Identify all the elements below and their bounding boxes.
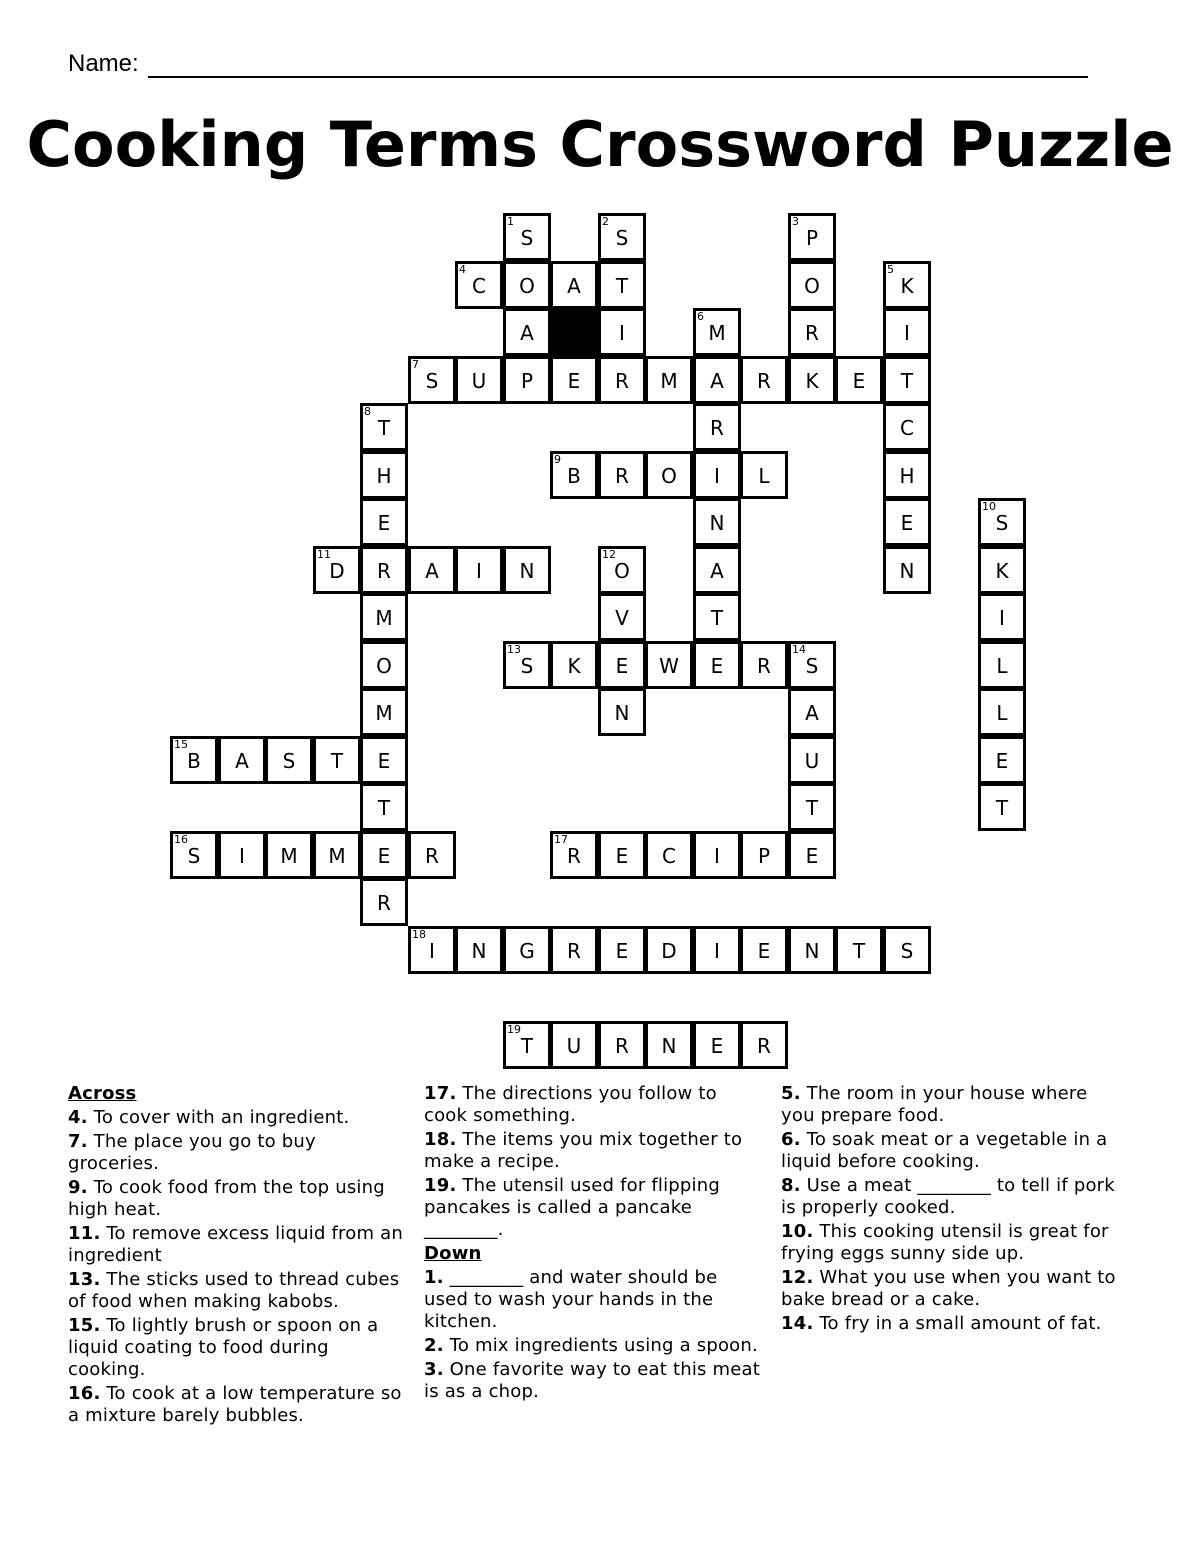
down-clue xyxy=(781,1221,1126,1265)
grid-cell[interactable] xyxy=(740,926,788,974)
grid-cell[interactable] xyxy=(503,641,551,689)
grid-cell[interactable] xyxy=(598,688,646,736)
grid-cell[interactable] xyxy=(788,641,836,689)
grid-letter: A xyxy=(520,321,534,345)
grid-letter: W xyxy=(659,654,679,678)
grid-cell[interactable] xyxy=(503,261,551,309)
clue-text: What you use when you want to bake bread or a cake. xyxy=(781,1267,1116,1310)
clue-number: 14 xyxy=(792,643,806,656)
clue-number-label: 1. xyxy=(424,1267,444,1288)
grid-letter: I xyxy=(904,321,910,345)
grid-cell[interactable] xyxy=(598,593,646,641)
grid-cell[interactable] xyxy=(598,1021,646,1069)
grid-letter: E xyxy=(710,654,724,678)
clue-number: 3 xyxy=(792,215,799,228)
grid-letter: T xyxy=(900,369,914,393)
grid-letter: S xyxy=(425,369,439,393)
grid-letter: K xyxy=(805,369,819,393)
grid-cell[interactable] xyxy=(693,498,741,546)
grid-cell[interactable] xyxy=(693,546,741,594)
clue-number: 6 xyxy=(697,310,704,323)
clue-number-label: 3. xyxy=(424,1359,444,1380)
grid-letter: I xyxy=(239,844,245,868)
grid-cell[interactable] xyxy=(788,736,836,784)
clue-number: 9 xyxy=(554,453,561,466)
clue-number-label: 10. xyxy=(781,1221,814,1242)
clue-number: 8 xyxy=(364,405,371,418)
grid-cell[interactable] xyxy=(645,926,693,974)
grid-cell[interactable] xyxy=(408,926,456,974)
grid-letter: S xyxy=(995,511,1009,535)
clue-number: 12 xyxy=(602,548,616,561)
grid-cell[interactable] xyxy=(455,261,503,309)
clue-text: To fry in a small amount of fat. xyxy=(813,1313,1102,1334)
clue-text: To soak meat or a vegetable in a liquid before cooking. xyxy=(781,1129,1108,1172)
across-clue xyxy=(68,1315,408,1381)
grid-cell[interactable] xyxy=(503,926,551,974)
clue-number: 10 xyxy=(982,500,996,513)
clue-number: 13 xyxy=(507,643,521,656)
across-clue xyxy=(68,1131,408,1175)
grid-cell[interactable] xyxy=(740,356,788,404)
grid-cell[interactable] xyxy=(978,546,1026,594)
grid-letter: C xyxy=(472,274,486,298)
grid-cell[interactable] xyxy=(740,831,788,879)
grid-cell[interactable] xyxy=(360,593,408,641)
grid-letter: N xyxy=(661,1034,677,1058)
across-clue xyxy=(68,1223,408,1267)
grid-letter: T xyxy=(520,1034,534,1058)
clue-number: 19 xyxy=(507,1023,521,1036)
grid-cell[interactable] xyxy=(978,593,1026,641)
grid-letter: U xyxy=(804,749,820,773)
across-clue xyxy=(68,1269,408,1313)
grid-cell[interactable] xyxy=(408,546,456,594)
grid-letter: C xyxy=(900,416,914,440)
grid-cell[interactable] xyxy=(598,451,646,499)
grid-letter: I xyxy=(476,559,482,583)
grid-cell[interactable] xyxy=(883,356,931,404)
grid-letter: R xyxy=(377,891,391,915)
across-clue xyxy=(424,1083,764,1127)
across-clue xyxy=(68,1107,408,1129)
grid-cell[interactable] xyxy=(408,356,456,404)
grid-letter: T xyxy=(852,939,866,963)
grid-letter: T xyxy=(710,606,724,630)
grid-cell[interactable] xyxy=(598,831,646,879)
grid-letter: B xyxy=(567,464,581,488)
clues-column-1 xyxy=(68,1083,408,1429)
grid-cell[interactable] xyxy=(598,641,646,689)
grid-cell[interactable] xyxy=(360,688,408,736)
clue-number-label: 13. xyxy=(68,1269,101,1290)
grid-letter: A xyxy=(710,369,724,393)
grid-cell[interactable] xyxy=(313,831,361,879)
grid-cell[interactable] xyxy=(360,546,408,594)
grid-cell[interactable] xyxy=(218,831,266,879)
clue-number: 5 xyxy=(887,263,894,276)
grid-cell[interactable] xyxy=(693,308,741,356)
grid-letter: S xyxy=(520,226,534,250)
grid-letter: D xyxy=(329,559,345,583)
grid-cell[interactable] xyxy=(313,736,361,784)
grid-cell[interactable] xyxy=(978,736,1026,784)
grid-cell[interactable] xyxy=(645,1021,693,1069)
grid-letter: I xyxy=(714,464,720,488)
down-clue xyxy=(781,1083,1126,1127)
grid-letter: E xyxy=(805,844,819,868)
grid-letter: R xyxy=(377,559,391,583)
grid-cell[interactable] xyxy=(645,356,693,404)
grid-letter: K xyxy=(900,274,914,298)
clue-number-label: 16. xyxy=(68,1383,101,1404)
grid-letter: N xyxy=(709,511,725,535)
down-clue xyxy=(424,1335,764,1357)
grid-letter: O xyxy=(804,274,820,298)
across-clue xyxy=(68,1383,408,1427)
grid-letter: U xyxy=(471,369,487,393)
clue-text: The place you go to buy groceries. xyxy=(68,1131,316,1174)
grid-letter: R xyxy=(757,654,771,678)
clue-text: The items you mix together to make a recipe. xyxy=(424,1129,743,1172)
across-clue xyxy=(424,1129,764,1173)
grid-letter: R xyxy=(615,1034,629,1058)
down-clue xyxy=(424,1359,764,1403)
grid-cell[interactable] xyxy=(693,403,741,451)
clue-number: 17 xyxy=(554,833,568,846)
grid-cell[interactable] xyxy=(788,308,836,356)
grid-cell[interactable] xyxy=(550,451,598,499)
grid-cell[interactable] xyxy=(218,736,266,784)
grid-letter: R xyxy=(757,1034,771,1058)
grid-cell[interactable] xyxy=(408,831,456,879)
grid-letter: K xyxy=(567,654,581,678)
grid-cell[interactable] xyxy=(883,451,931,499)
grid-letter: O xyxy=(376,654,392,678)
down-clue xyxy=(424,1267,764,1333)
grid-letter: I xyxy=(429,939,435,963)
grid-cell[interactable] xyxy=(788,783,836,831)
grid-cell[interactable] xyxy=(693,356,741,404)
grid-letter: R xyxy=(805,321,819,345)
clue-number-label: 2. xyxy=(424,1335,444,1356)
grid-letter: P xyxy=(805,226,819,250)
grid-cell[interactable] xyxy=(645,641,693,689)
grid-letter: E xyxy=(615,654,629,678)
grid-cell[interactable] xyxy=(978,688,1026,736)
clue-number-label: 6. xyxy=(781,1129,801,1150)
grid-cell[interactable] xyxy=(170,831,218,879)
clue-number: 2 xyxy=(602,215,609,228)
grid-cell[interactable] xyxy=(693,831,741,879)
clues-column-2 xyxy=(424,1083,764,1405)
grid-letter: U xyxy=(566,1034,582,1058)
grid-letter: R xyxy=(615,369,629,393)
grid-letter: S xyxy=(282,749,296,773)
grid-letter: N xyxy=(804,939,820,963)
across-clue xyxy=(68,1177,408,1221)
grid-letter: E xyxy=(377,749,391,773)
grid-letter: B xyxy=(187,749,201,773)
clue-text: One favorite way to eat this meat is as a chop. xyxy=(424,1359,761,1402)
grid-cell[interactable] xyxy=(360,498,408,546)
grid-letter: M xyxy=(328,844,346,868)
grid-letter: E xyxy=(615,844,629,868)
grid-letter: R xyxy=(710,416,724,440)
grid-letter: N xyxy=(614,701,630,725)
grid-letter: L xyxy=(996,701,1008,725)
grid-cell[interactable] xyxy=(645,831,693,879)
grid-cell[interactable] xyxy=(503,356,551,404)
across-heading: Across xyxy=(68,1083,137,1104)
clue-number-label: 9. xyxy=(68,1177,88,1198)
clue-number-label: 8. xyxy=(781,1175,801,1196)
clue-text: This cooking utensil is great for frying eggs sunny side up. xyxy=(781,1221,1109,1264)
grid-cell[interactable] xyxy=(598,356,646,404)
grid-letter: D xyxy=(661,939,677,963)
grid-letter: O xyxy=(661,464,677,488)
grid-cell[interactable] xyxy=(503,308,551,356)
clue-number-label: 15. xyxy=(68,1315,101,1336)
grid-letter: N xyxy=(471,939,487,963)
grid-letter: H xyxy=(376,464,392,488)
grid-cell[interactable] xyxy=(598,308,646,356)
grid-letter: M xyxy=(375,606,393,630)
grid-letter: T xyxy=(805,796,819,820)
grid-cell[interactable] xyxy=(360,783,408,831)
grid-letter: E xyxy=(377,844,391,868)
grid-cell[interactable] xyxy=(693,1021,741,1069)
grid-letter: A xyxy=(235,749,249,773)
grid-letter: C xyxy=(662,844,676,868)
clue-number: 15 xyxy=(174,738,188,751)
grid-letter: S xyxy=(900,939,914,963)
grid-cell[interactable] xyxy=(978,783,1026,831)
clue-number-label: 7. xyxy=(68,1131,88,1152)
grid-cell[interactable] xyxy=(550,356,598,404)
grid-letter: E xyxy=(900,511,914,535)
grid-letter: P xyxy=(757,844,771,868)
grid-cell[interactable] xyxy=(503,1021,551,1069)
across-clue xyxy=(424,1175,764,1241)
grid-cell[interactable] xyxy=(598,546,646,594)
grid-cell[interactable] xyxy=(360,878,408,926)
grid-letter: E xyxy=(852,369,866,393)
grid-letter: A xyxy=(567,274,581,298)
grid-letter: S xyxy=(805,654,819,678)
clue-text: To cook at a low temperature so a mixture barely bubbles. xyxy=(68,1383,402,1426)
grid-cell[interactable] xyxy=(693,451,741,499)
grid-letter: R xyxy=(615,464,629,488)
grid-cell[interactable] xyxy=(693,641,741,689)
clue-number-label: 4. xyxy=(68,1107,88,1128)
grid-cell[interactable] xyxy=(360,831,408,879)
clue-text: The room in your house where you prepare food. xyxy=(781,1083,1088,1126)
down-clue xyxy=(781,1313,1126,1335)
grid-letter: S xyxy=(187,844,201,868)
grid-cell[interactable] xyxy=(978,498,1026,546)
grid-cell[interactable] xyxy=(360,736,408,784)
clue-number: 16 xyxy=(174,833,188,846)
grid-cell[interactable] xyxy=(883,403,931,451)
grid-letter: M xyxy=(375,701,393,725)
grid-letter: N xyxy=(519,559,535,583)
page-title: Cooking Terms Crossword Puzzle xyxy=(26,108,1174,181)
clue-text: The directions you follow to cook something. xyxy=(424,1083,717,1126)
down-heading: Down xyxy=(424,1243,482,1264)
clue-number: 11 xyxy=(317,548,331,561)
grid-cell[interactable] xyxy=(265,736,313,784)
grid-cell[interactable] xyxy=(550,831,598,879)
grid-cell[interactable] xyxy=(360,403,408,451)
grid-letter: E xyxy=(615,939,629,963)
grid-letter: T xyxy=(377,416,391,440)
grid-letter: T xyxy=(330,749,344,773)
grid-cell[interactable] xyxy=(883,546,931,594)
clues-column-3 xyxy=(781,1083,1126,1337)
grid-letter: I xyxy=(714,939,720,963)
clue-text: To cover with an ingredient. xyxy=(87,1107,350,1128)
clue-text: To lightly brush or spoon on a liquid coating to food during cooking. xyxy=(68,1315,379,1380)
grid-letter: S xyxy=(520,654,534,678)
grid-cell[interactable] xyxy=(313,546,361,594)
grid-letter: R xyxy=(567,844,581,868)
grid-cell[interactable] xyxy=(740,641,788,689)
clue-text: To remove excess liquid from an ingredient xyxy=(68,1223,403,1266)
grid-cell[interactable] xyxy=(170,736,218,784)
grid-cell[interactable] xyxy=(550,261,598,309)
grid-cell[interactable] xyxy=(740,451,788,499)
grid-cell[interactable] xyxy=(788,261,836,309)
clue-text: The utensil used for flipping pancakes is called a pancake ________. xyxy=(424,1175,720,1240)
clue-text: The sticks used to thread cubes of food when making kabobs. xyxy=(68,1269,400,1312)
clue-text: To mix ingredients using a spoon. xyxy=(443,1335,758,1356)
grid-letter: H xyxy=(899,464,915,488)
grid-letter: E xyxy=(710,1034,724,1058)
grid-letter: I xyxy=(999,606,1005,630)
grid-letter: E xyxy=(995,749,1009,773)
grid-letter: T xyxy=(995,796,1009,820)
grid-cell[interactable] xyxy=(455,926,503,974)
grid-letter: E xyxy=(757,939,771,963)
grid-cell[interactable] xyxy=(788,688,836,736)
grid-letter: M xyxy=(708,321,726,345)
grid-cell[interactable] xyxy=(550,641,598,689)
grid-cell[interactable] xyxy=(645,451,693,499)
grid-letter: S xyxy=(615,226,629,250)
grid-letter: I xyxy=(619,321,625,345)
grid-letter: T xyxy=(377,796,391,820)
down-clue xyxy=(781,1175,1126,1219)
grid-cell[interactable] xyxy=(455,356,503,404)
grid-cell[interactable] xyxy=(503,213,551,261)
clue-number: 7 xyxy=(412,358,419,371)
grid-letter: K xyxy=(995,559,1009,583)
clue-text: ________ and water should be used to wash your hands in the kitchen. xyxy=(424,1267,718,1332)
grid-cell[interactable] xyxy=(598,926,646,974)
grid-cell[interactable] xyxy=(883,261,931,309)
grid-letter: E xyxy=(567,369,581,393)
grid-letter: N xyxy=(899,559,915,583)
down-clue xyxy=(781,1129,1126,1173)
clue-text: To cook food from the top using high heat. xyxy=(68,1177,385,1220)
grid-letter: L xyxy=(758,464,770,488)
grid-cell[interactable] xyxy=(693,926,741,974)
grid-letter: M xyxy=(280,844,298,868)
grid-cell[interactable] xyxy=(788,926,836,974)
grid-cell[interactable] xyxy=(598,261,646,309)
clue-number-label: 18. xyxy=(424,1129,457,1150)
grid-cell[interactable] xyxy=(550,1021,598,1069)
grid-cell[interactable] xyxy=(550,926,598,974)
clue-number: 1 xyxy=(507,215,514,228)
down-clue xyxy=(781,1267,1126,1311)
grid-cell[interactable] xyxy=(360,451,408,499)
grid-letter: T xyxy=(615,274,629,298)
clue-number: 18 xyxy=(412,928,426,941)
grid-cell[interactable] xyxy=(740,1021,788,1069)
grid-cell[interactable] xyxy=(883,926,931,974)
grid-letter: V xyxy=(615,606,629,630)
clue-number-label: 5. xyxy=(781,1083,801,1104)
grid-cell[interactable] xyxy=(883,308,931,356)
grid-cell[interactable] xyxy=(788,356,836,404)
grid-cell[interactable] xyxy=(693,593,741,641)
grid-cell[interactable] xyxy=(788,831,836,879)
grid-letter: R xyxy=(425,844,439,868)
clue-number-label: 19. xyxy=(424,1175,457,1196)
grid-letter: A xyxy=(425,559,439,583)
clue-number-label: 14. xyxy=(781,1313,814,1334)
grid-cell[interactable] xyxy=(978,641,1026,689)
grid-letter: R xyxy=(567,939,581,963)
grid-letter: P xyxy=(520,369,534,393)
grid-cell[interactable] xyxy=(455,546,503,594)
name-label: Name: xyxy=(68,50,139,77)
grid-letter: R xyxy=(757,369,771,393)
grid-cell[interactable] xyxy=(788,213,836,261)
grid-cell[interactable] xyxy=(265,831,313,879)
grid-cell-black xyxy=(550,308,598,356)
grid-letter: I xyxy=(714,844,720,868)
clue-number-label: 17. xyxy=(424,1083,457,1104)
grid-cell[interactable] xyxy=(598,213,646,261)
grid-letter: L xyxy=(996,654,1008,678)
clue-text: Use a meat ________ to tell if pork is properly cooked. xyxy=(781,1175,1115,1218)
grid-cell[interactable] xyxy=(883,498,931,546)
grid-letter: A xyxy=(710,559,724,583)
grid-cell[interactable] xyxy=(503,546,551,594)
clue-number: 4 xyxy=(459,263,466,276)
clue-number-label: 12. xyxy=(781,1267,814,1288)
grid-letter: O xyxy=(519,274,535,298)
grid-letter: M xyxy=(660,369,678,393)
grid-letter: A xyxy=(805,701,819,725)
grid-cell[interactable] xyxy=(835,356,883,404)
grid-letter: O xyxy=(614,559,630,583)
grid-cell[interactable] xyxy=(835,926,883,974)
grid-letter: E xyxy=(377,511,391,535)
grid-letter: G xyxy=(519,939,535,963)
clue-number-label: 11. xyxy=(68,1223,101,1244)
grid-cell[interactable] xyxy=(360,641,408,689)
